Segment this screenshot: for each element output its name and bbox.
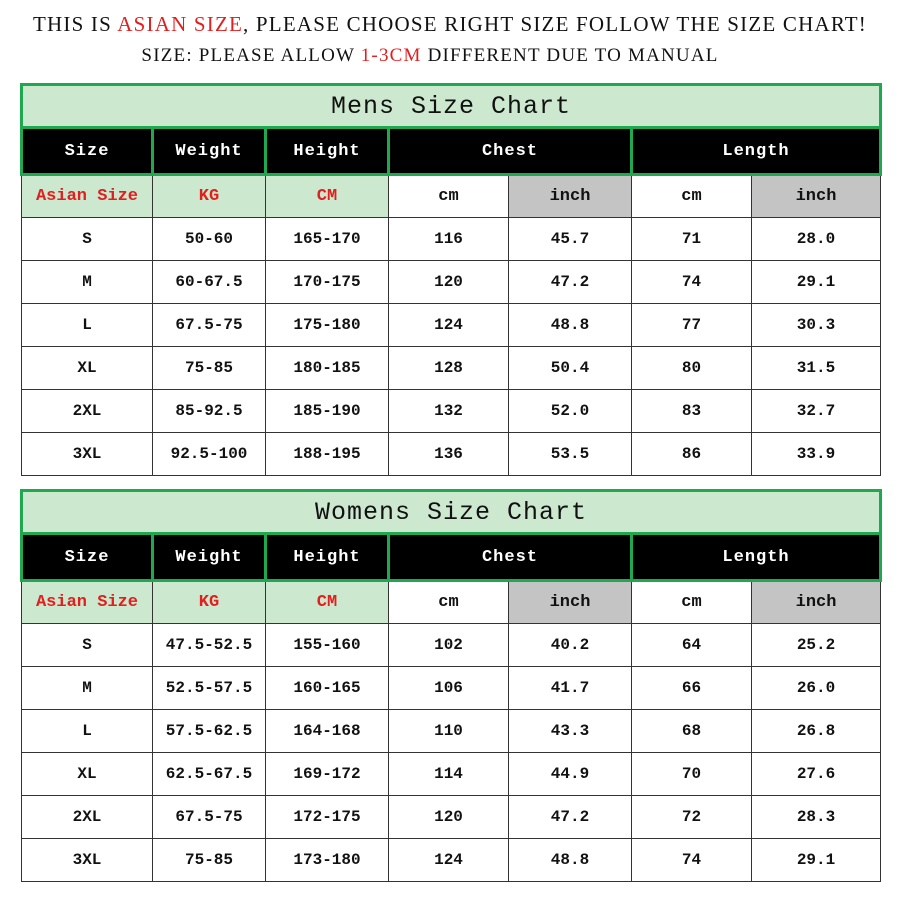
units-row <box>22 581 881 624</box>
unit-kg: KG <box>153 175 266 218</box>
cell-weight: 57.5-62.5 <box>153 710 266 753</box>
header-size: Size <box>22 128 153 175</box>
header-length: Length <box>632 534 881 581</box>
cell-length-inch: 29.1 <box>752 839 881 882</box>
cell-chest-cm: 120 <box>389 261 509 304</box>
cell-length-inch: 25.2 <box>752 624 881 667</box>
cell-height: 172-175 <box>266 796 389 839</box>
cell-height: 170-175 <box>266 261 389 304</box>
table-row <box>22 390 881 433</box>
cell-height: 185-190 <box>266 390 389 433</box>
table-row <box>22 218 881 261</box>
header-weight: Weight <box>153 534 266 581</box>
cell-height: 188-195 <box>266 433 389 476</box>
cell-size: 2XL <box>22 390 153 433</box>
notice-text: THIS IS <box>33 12 118 36</box>
cell-length-inch: 29.1 <box>752 261 881 304</box>
cell-weight: 75-85 <box>153 839 266 882</box>
cell-chest-inch: 43.3 <box>509 710 632 753</box>
table-row <box>22 433 881 476</box>
header-height: Height <box>266 534 389 581</box>
table-row <box>22 796 881 839</box>
cell-chest-inch: 45.7 <box>509 218 632 261</box>
units-row <box>22 175 881 218</box>
cell-length-inch: 33.9 <box>752 433 881 476</box>
cell-length-inch: 28.3 <box>752 796 881 839</box>
cell-chest-cm: 132 <box>389 390 509 433</box>
unit-length-inch: inch <box>752 581 881 624</box>
cell-length-cm: 83 <box>632 390 752 433</box>
unit-chest-inch: inch <box>509 581 632 624</box>
unit-length-cm: cm <box>632 175 752 218</box>
table-row <box>22 347 881 390</box>
header-chest: Chest <box>389 534 632 581</box>
notice-text: , PLEASE CHOOSE RIGHT SIZE FOLLOW THE SIZE CHART! <box>243 12 867 36</box>
cell-chest-inch: 44.9 <box>509 753 632 796</box>
cell-length-cm: 80 <box>632 347 752 390</box>
cell-length-inch: 32.7 <box>752 390 881 433</box>
cell-chest-inch: 50.4 <box>509 347 632 390</box>
cell-size: M <box>22 667 153 710</box>
cell-length-cm: 74 <box>632 839 752 882</box>
cell-size: S <box>22 218 153 261</box>
header-weight: Weight <box>153 128 266 175</box>
cell-size: 3XL <box>22 839 153 882</box>
table-row <box>22 304 881 347</box>
cell-size: XL <box>22 347 153 390</box>
cell-height: 155-160 <box>266 624 389 667</box>
mens-size-chart <box>20 83 882 476</box>
header-size: Size <box>22 534 153 581</box>
notice-highlight: 1-3CM <box>360 45 422 66</box>
womens-rows <box>22 624 881 882</box>
cell-chest-cm: 136 <box>389 433 509 476</box>
cell-chest-inch: 48.8 <box>509 304 632 347</box>
cell-length-inch: 26.0 <box>752 667 881 710</box>
cell-size: S <box>22 624 153 667</box>
unit-length-cm: cm <box>632 581 752 624</box>
header-chest: Chest <box>389 128 632 175</box>
asian-size-notice <box>0 12 900 37</box>
cell-weight: 52.5-57.5 <box>153 667 266 710</box>
cell-length-cm: 66 <box>632 667 752 710</box>
cell-length-cm: 74 <box>632 261 752 304</box>
table-row <box>22 624 881 667</box>
cell-length-cm: 77 <box>632 304 752 347</box>
cell-chest-cm: 128 <box>389 347 509 390</box>
cell-weight: 67.5-75 <box>153 304 266 347</box>
table-row <box>22 667 881 710</box>
cell-length-cm: 70 <box>632 753 752 796</box>
cell-chest-cm: 124 <box>389 839 509 882</box>
cell-chest-cm: 110 <box>389 710 509 753</box>
unit-length-inch: inch <box>752 175 881 218</box>
chart-title: Mens Size Chart <box>22 85 881 128</box>
cell-chest-cm: 114 <box>389 753 509 796</box>
table-row <box>22 261 881 304</box>
cell-length-cm: 86 <box>632 433 752 476</box>
unit-asian-size: Asian Size <box>22 581 153 624</box>
cell-chest-cm: 102 <box>389 624 509 667</box>
cell-height: 169-172 <box>266 753 389 796</box>
cell-size: 2XL <box>22 796 153 839</box>
chart-title: Womens Size Chart <box>22 491 881 534</box>
cell-length-cm: 68 <box>632 710 752 753</box>
cell-chest-cm: 106 <box>389 667 509 710</box>
unit-kg: KG <box>153 581 266 624</box>
cell-length-inch: 27.6 <box>752 753 881 796</box>
cell-size: L <box>22 710 153 753</box>
cell-chest-inch: 41.7 <box>509 667 632 710</box>
cell-chest-cm: 120 <box>389 796 509 839</box>
cell-height: 180-185 <box>266 347 389 390</box>
header-row <box>22 534 881 581</box>
cell-chest-inch: 53.5 <box>509 433 632 476</box>
cell-length-cm: 64 <box>632 624 752 667</box>
table-row <box>22 710 881 753</box>
mens-rows <box>22 218 881 476</box>
cell-weight: 50-60 <box>153 218 266 261</box>
unit-cm: CM <box>266 175 389 218</box>
cell-length-inch: 30.3 <box>752 304 881 347</box>
cell-weight: 67.5-75 <box>153 796 266 839</box>
cell-weight: 62.5-67.5 <box>153 753 266 796</box>
cell-size: M <box>22 261 153 304</box>
cell-height: 173-180 <box>266 839 389 882</box>
cell-height: 175-180 <box>266 304 389 347</box>
unit-chest-cm: cm <box>389 175 509 218</box>
cell-size: L <box>22 304 153 347</box>
cell-chest-cm: 116 <box>389 218 509 261</box>
cell-weight: 92.5-100 <box>153 433 266 476</box>
cell-chest-cm: 124 <box>389 304 509 347</box>
cell-chest-inch: 40.2 <box>509 624 632 667</box>
cell-length-cm: 72 <box>632 796 752 839</box>
cell-size: XL <box>22 753 153 796</box>
cell-height: 164-168 <box>266 710 389 753</box>
measurement-tolerance-notice <box>0 45 880 67</box>
notice-text: DIFFERENT DUE TO MANUAL <box>421 45 719 66</box>
cell-height: 165-170 <box>266 218 389 261</box>
header-height: Height <box>266 128 389 175</box>
cell-chest-inch: 52.0 <box>509 390 632 433</box>
unit-chest-cm: cm <box>389 581 509 624</box>
cell-chest-inch: 47.2 <box>509 796 632 839</box>
cell-size: 3XL <box>22 433 153 476</box>
unit-chest-inch: inch <box>509 175 632 218</box>
cell-length-cm: 71 <box>632 218 752 261</box>
cell-weight: 60-67.5 <box>153 261 266 304</box>
table-row <box>22 753 881 796</box>
cell-length-inch: 26.8 <box>752 710 881 753</box>
unit-cm: CM <box>266 581 389 624</box>
table-row <box>22 839 881 882</box>
cell-weight: 47.5-52.5 <box>153 624 266 667</box>
notice-highlight: ASIAN SIZE <box>117 12 244 36</box>
cell-length-inch: 31.5 <box>752 347 881 390</box>
cell-chest-inch: 47.2 <box>509 261 632 304</box>
cell-length-inch: 28.0 <box>752 218 881 261</box>
cell-weight: 85-92.5 <box>153 390 266 433</box>
womens-size-chart <box>20 489 882 882</box>
header-length: Length <box>632 128 881 175</box>
header-row <box>22 128 881 175</box>
cell-height: 160-165 <box>266 667 389 710</box>
cell-chest-inch: 48.8 <box>509 839 632 882</box>
unit-asian-size: Asian Size <box>22 175 153 218</box>
notice-text: SIZE: PLEASE ALLOW <box>141 45 361 66</box>
cell-weight: 75-85 <box>153 347 266 390</box>
